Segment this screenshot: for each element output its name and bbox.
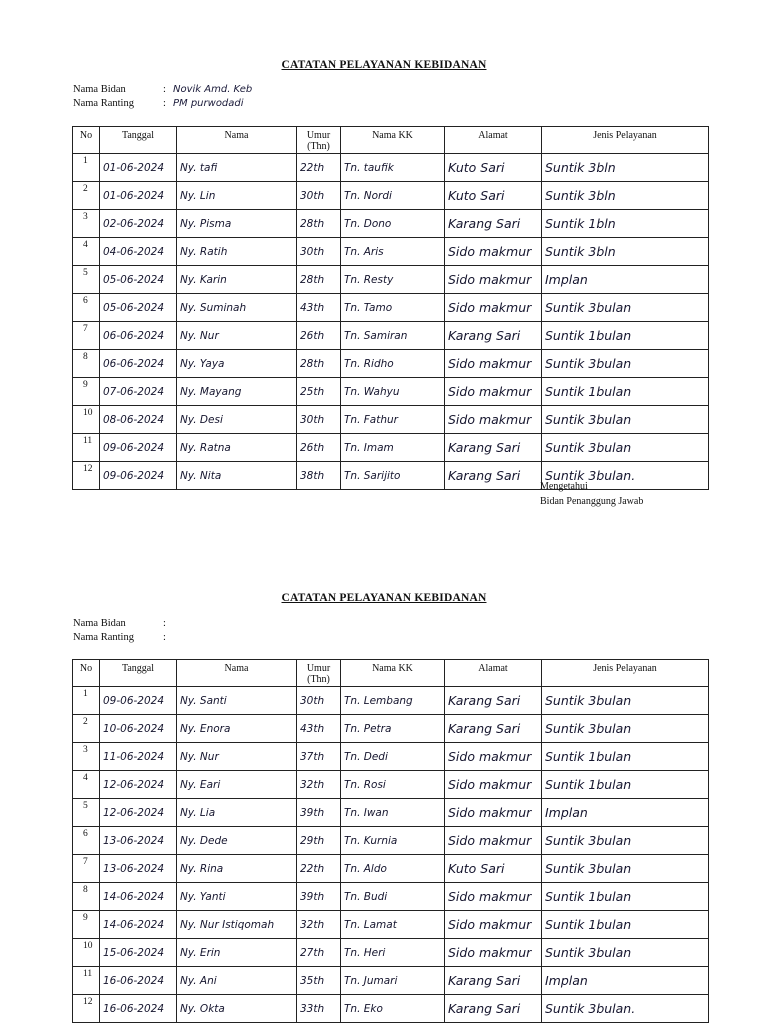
cell-nama-kk: Tn. Dedi — [341, 743, 445, 771]
cell-nama-kk: Tn. taufik — [341, 154, 445, 182]
cell-alamat: Sido makmur — [445, 799, 542, 827]
cell-no: 2 — [73, 182, 100, 210]
cell-jenis-pelayanan: Implan — [542, 266, 709, 294]
branch-name-value: PM purwodadi — [173, 98, 244, 109]
cell-umur: 30th — [297, 406, 341, 434]
cell-nama: Ny. Nur — [177, 322, 297, 350]
cell-jenis-pelayanan: Suntik 3bulan — [542, 827, 709, 855]
cell-alamat: Sido makmur — [445, 406, 542, 434]
table-row — [73, 939, 709, 967]
cell-tanggal: 02-06-2024 — [100, 210, 177, 238]
table-row — [73, 182, 709, 210]
cell-umur: 32th — [297, 771, 341, 799]
cell-tanggal: 16-06-2024 — [100, 995, 177, 1023]
cell-umur: 30th — [297, 238, 341, 266]
cell-nama-kk: Tn. Sarijito — [341, 462, 445, 490]
cell-umur: 28th — [297, 210, 341, 238]
cell-no: 11 — [73, 967, 100, 995]
cell-jenis-pelayanan: Implan — [542, 967, 709, 995]
cell-no: 12 — [73, 995, 100, 1023]
table-row — [73, 406, 709, 434]
column-header-tanggal: Tanggal — [100, 660, 177, 687]
cell-no: 9 — [73, 911, 100, 939]
table-row — [73, 294, 709, 322]
cell-nama-kk: Tn. Rosi — [341, 771, 445, 799]
cell-jenis-pelayanan: Suntik 3bulan — [542, 434, 709, 462]
cell-no: 9 — [73, 378, 100, 406]
cell-alamat: Karang Sari — [445, 462, 542, 490]
cell-nama: Ny. Dede — [177, 827, 297, 855]
cell-nama-kk: Tn. Jumari — [341, 967, 445, 995]
cell-nama: Ny. Ani — [177, 967, 297, 995]
column-header-alamat: Alamat — [445, 127, 542, 154]
cell-alamat: Kuto Sari — [445, 154, 542, 182]
column-header-no: No — [73, 660, 100, 687]
cell-nama-kk: Tn. Dono — [341, 210, 445, 238]
table-row — [73, 715, 709, 743]
midwife-name-label: Nama Bidan — [73, 84, 126, 95]
cell-nama: Ny. Karin — [177, 266, 297, 294]
cell-nama-kk: Tn. Budi — [341, 883, 445, 911]
cell-umur: 22th — [297, 855, 341, 883]
cell-umur: 38th — [297, 462, 341, 490]
colon: : — [163, 98, 166, 109]
cell-nama-kk: Tn. Kurnia — [341, 827, 445, 855]
cell-umur: 43th — [297, 294, 341, 322]
cell-nama: Ny. Pisma — [177, 210, 297, 238]
cell-alamat: Sido makmur — [445, 378, 542, 406]
cell-no: 11 — [73, 434, 100, 462]
signature-line-acknowledged: Mengetahui — [540, 481, 588, 492]
table-row — [73, 995, 709, 1023]
cell-umur: 43th — [297, 715, 341, 743]
cell-jenis-pelayanan: Suntik 3bln — [542, 154, 709, 182]
cell-jenis-pelayanan: Suntik 1bulan — [542, 378, 709, 406]
cell-tanggal: 01-06-2024 — [100, 182, 177, 210]
cell-umur: 27th — [297, 939, 341, 967]
cell-nama: Ny. Desi — [177, 406, 297, 434]
cell-no: 1 — [73, 154, 100, 182]
cell-nama: Ny. Eari — [177, 771, 297, 799]
cell-umur: 28th — [297, 350, 341, 378]
cell-nama: Ny. Ratna — [177, 434, 297, 462]
branch-name-row — [73, 631, 173, 645]
cell-nama: Ny. Suminah — [177, 294, 297, 322]
cell-tanggal: 05-06-2024 — [100, 266, 177, 294]
cell-tanggal: 09-06-2024 — [100, 462, 177, 490]
cell-jenis-pelayanan: Suntik 3bulan — [542, 687, 709, 715]
cell-alamat: Kuto Sari — [445, 855, 542, 883]
cell-jenis-pelayanan: Suntik 3bulan — [542, 939, 709, 967]
table-row — [73, 967, 709, 995]
midwife-name-row — [73, 83, 252, 97]
cell-nama: Ny. Okta — [177, 995, 297, 1023]
cell-no: 5 — [73, 799, 100, 827]
cell-nama: Ny. Yaya — [177, 350, 297, 378]
colon: : — [163, 84, 166, 95]
table-row — [73, 266, 709, 294]
cell-alamat: Karang Sari — [445, 995, 542, 1023]
cell-no: 3 — [73, 743, 100, 771]
cell-no: 4 — [73, 238, 100, 266]
cell-umur: 26th — [297, 322, 341, 350]
cell-no: 2 — [73, 715, 100, 743]
cell-nama-kk: Tn. Aldo — [341, 855, 445, 883]
cell-no: 12 — [73, 462, 100, 490]
cell-jenis-pelayanan: Suntik 3bln — [542, 238, 709, 266]
cell-alamat: Karang Sari — [445, 322, 542, 350]
cell-jenis-pelayanan: Implan — [542, 799, 709, 827]
column-header-nama: Nama — [177, 127, 297, 154]
table-header-row — [73, 660, 709, 687]
cell-jenis-pelayanan: Suntik 1bulan — [542, 883, 709, 911]
cell-alamat: Sido makmur — [445, 294, 542, 322]
cell-no: 8 — [73, 350, 100, 378]
cell-tanggal: 08-06-2024 — [100, 406, 177, 434]
sheet-title: CATATAN PELAYANAN KEBIDANAN — [281, 592, 487, 604]
cell-alamat: Karang Sari — [445, 687, 542, 715]
table-row — [73, 210, 709, 238]
table-row — [73, 238, 709, 266]
column-header-alamat: Alamat — [445, 660, 542, 687]
table-row — [73, 883, 709, 911]
cell-nama-kk: Tn. Wahyu — [341, 378, 445, 406]
cell-nama: Ny. Nur Istiqomah — [177, 911, 297, 939]
cell-tanggal: 07-06-2024 — [100, 378, 177, 406]
cell-nama: Ny. Mayang — [177, 378, 297, 406]
cell-alamat: Sido makmur — [445, 911, 542, 939]
cell-no: 4 — [73, 771, 100, 799]
cell-nama: Ny. Enora — [177, 715, 297, 743]
cell-no: 1 — [73, 687, 100, 715]
cell-alamat: Sido makmur — [445, 771, 542, 799]
signature-line-responsible-midwife: Bidan Penanggung Jawab — [540, 496, 644, 507]
cell-nama: Ny. Yanti — [177, 883, 297, 911]
column-header-nama: Nama — [177, 660, 297, 687]
cell-nama: Ny. Lia — [177, 799, 297, 827]
branch-name-row — [73, 97, 252, 111]
cell-jenis-pelayanan: Suntik 3bulan — [542, 855, 709, 883]
cell-jenis-pelayanan: Suntik 3bulan. — [542, 995, 709, 1023]
table-row — [73, 687, 709, 715]
cell-alamat: Sido makmur — [445, 827, 542, 855]
cell-jenis-pelayanan: Suntik 3bulan — [542, 350, 709, 378]
cell-nama: Ny. Nur — [177, 743, 297, 771]
service-records-table — [72, 659, 709, 1023]
table-row — [73, 350, 709, 378]
signature-block — [540, 479, 643, 509]
table-header-row — [73, 127, 709, 154]
cell-umur: 26th — [297, 434, 341, 462]
cell-tanggal: 06-06-2024 — [100, 350, 177, 378]
cell-umur: 32th — [297, 911, 341, 939]
cell-nama-kk: Tn. Nordi — [341, 182, 445, 210]
cell-tanggal: 13-06-2024 — [100, 827, 177, 855]
cell-tanggal: 10-06-2024 — [100, 715, 177, 743]
cell-alamat: Sido makmur — [445, 939, 542, 967]
cell-alamat: Karang Sari — [445, 434, 542, 462]
column-header-jenis-pelayanan: Jenis Pelayanan — [542, 127, 709, 154]
cell-nama: Ny. Lin — [177, 182, 297, 210]
cell-umur: 39th — [297, 883, 341, 911]
cell-nama-kk: Tn. Iwan — [341, 799, 445, 827]
cell-alamat: Karang Sari — [445, 715, 542, 743]
table-row — [73, 827, 709, 855]
cell-no: 7 — [73, 855, 100, 883]
cell-jenis-pelayanan: Suntik 1bulan — [542, 911, 709, 939]
cell-alamat: Sido makmur — [445, 883, 542, 911]
cell-nama-kk: Tn. Resty — [341, 266, 445, 294]
midwife-name-row — [73, 617, 173, 631]
cell-no: 10 — [73, 939, 100, 967]
table-row — [73, 911, 709, 939]
cell-umur: 29th — [297, 827, 341, 855]
column-header-nama-kk: Nama KK — [341, 127, 445, 154]
column-header-umur: Umur (Thn) — [297, 660, 341, 687]
cell-jenis-pelayanan: Suntik 1bulan — [542, 322, 709, 350]
column-header-umur: Umur (Thn) — [297, 127, 341, 154]
sheet-meta — [73, 83, 252, 111]
cell-nama-kk: Tn. Samiran — [341, 322, 445, 350]
cell-alamat: Sido makmur — [445, 350, 542, 378]
cell-alamat: Karang Sari — [445, 967, 542, 995]
cell-tanggal: 09-06-2024 — [100, 687, 177, 715]
table-row — [73, 771, 709, 799]
cell-nama: Ny. Erin — [177, 939, 297, 967]
colon: : — [163, 632, 166, 643]
cell-alamat: Karang Sari — [445, 210, 542, 238]
midwife-name-value: Novik Amd. Keb — [173, 84, 253, 95]
cell-jenis-pelayanan: Suntik 3bulan — [542, 294, 709, 322]
column-header-jenis-pelayanan: Jenis Pelayanan — [542, 660, 709, 687]
cell-nama: Ny. Santi — [177, 687, 297, 715]
cell-tanggal: 06-06-2024 — [100, 322, 177, 350]
cell-nama-kk: Tn. Ridho — [341, 350, 445, 378]
branch-name-label: Nama Ranting — [73, 98, 134, 109]
table-row — [73, 855, 709, 883]
cell-nama: Ny. Rina — [177, 855, 297, 883]
cell-tanggal: 15-06-2024 — [100, 939, 177, 967]
column-header-nama-kk: Nama KK — [341, 660, 445, 687]
sheet-meta — [73, 617, 173, 645]
cell-nama-kk: Tn. Heri — [341, 939, 445, 967]
midwife-name-label: Nama Bidan — [73, 618, 126, 629]
column-header-tanggal: Tanggal — [100, 127, 177, 154]
cell-tanggal: 16-06-2024 — [100, 967, 177, 995]
cell-umur: 30th — [297, 182, 341, 210]
cell-nama: Ny. tafi — [177, 154, 297, 182]
cell-umur: 37th — [297, 743, 341, 771]
cell-tanggal: 11-06-2024 — [100, 743, 177, 771]
cell-no: 10 — [73, 406, 100, 434]
cell-nama-kk: Tn. Imam — [341, 434, 445, 462]
cell-tanggal: 01-06-2024 — [100, 154, 177, 182]
cell-tanggal: 14-06-2024 — [100, 911, 177, 939]
cell-tanggal: 05-06-2024 — [100, 294, 177, 322]
cell-jenis-pelayanan: Suntik 1bulan — [542, 771, 709, 799]
table-row — [73, 322, 709, 350]
cell-nama-kk: Tn. Fathur — [341, 406, 445, 434]
cell-nama-kk: Tn. Petra — [341, 715, 445, 743]
cell-umur: 35th — [297, 967, 341, 995]
cell-nama: Ny. Nita — [177, 462, 297, 490]
cell-no: 5 — [73, 266, 100, 294]
sheet-title: CATATAN PELAYANAN KEBIDANAN — [281, 59, 487, 71]
table-row — [73, 799, 709, 827]
cell-alamat: Sido makmur — [445, 238, 542, 266]
cell-tanggal: 09-06-2024 — [100, 434, 177, 462]
cell-alamat: Sido makmur — [445, 743, 542, 771]
cell-jenis-pelayanan: Suntik 3bln — [542, 182, 709, 210]
cell-nama-kk: Tn. Lembang — [341, 687, 445, 715]
table-row — [73, 154, 709, 182]
cell-umur: 39th — [297, 799, 341, 827]
cell-jenis-pelayanan: Suntik 1bln — [542, 210, 709, 238]
cell-jenis-pelayanan: Suntik 3bulan. — [542, 462, 709, 490]
cell-umur: 22th — [297, 154, 341, 182]
colon: : — [163, 618, 166, 629]
cell-nama-kk: Tn. Tamo — [341, 294, 445, 322]
cell-umur: 25th — [297, 378, 341, 406]
table-row — [73, 378, 709, 406]
table-row — [73, 743, 709, 771]
cell-no: 6 — [73, 827, 100, 855]
cell-tanggal: 12-06-2024 — [100, 771, 177, 799]
cell-no: 6 — [73, 294, 100, 322]
column-header-no: No — [73, 127, 100, 154]
cell-umur: 30th — [297, 687, 341, 715]
cell-jenis-pelayanan: Suntik 1bulan — [542, 743, 709, 771]
cell-tanggal: 14-06-2024 — [100, 883, 177, 911]
cell-nama: Ny. Ratih — [177, 238, 297, 266]
cell-jenis-pelayanan: Suntik 3bulan — [542, 406, 709, 434]
cell-nama-kk: Tn. Lamat — [341, 911, 445, 939]
cell-umur: 28th — [297, 266, 341, 294]
branch-name-label: Nama Ranting — [73, 632, 134, 643]
service-records-table — [72, 126, 709, 490]
cell-jenis-pelayanan: Suntik 3bulan — [542, 715, 709, 743]
cell-nama-kk: Tn. Aris — [341, 238, 445, 266]
cell-no: 7 — [73, 322, 100, 350]
cell-no: 3 — [73, 210, 100, 238]
cell-tanggal: 04-06-2024 — [100, 238, 177, 266]
cell-no: 8 — [73, 883, 100, 911]
cell-tanggal: 12-06-2024 — [100, 799, 177, 827]
cell-tanggal: 13-06-2024 — [100, 855, 177, 883]
cell-alamat: Kuto Sari — [445, 182, 542, 210]
cell-umur: 33th — [297, 995, 341, 1023]
table-row — [73, 434, 709, 462]
cell-alamat: Sido makmur — [445, 266, 542, 294]
cell-nama-kk: Tn. Eko — [341, 995, 445, 1023]
